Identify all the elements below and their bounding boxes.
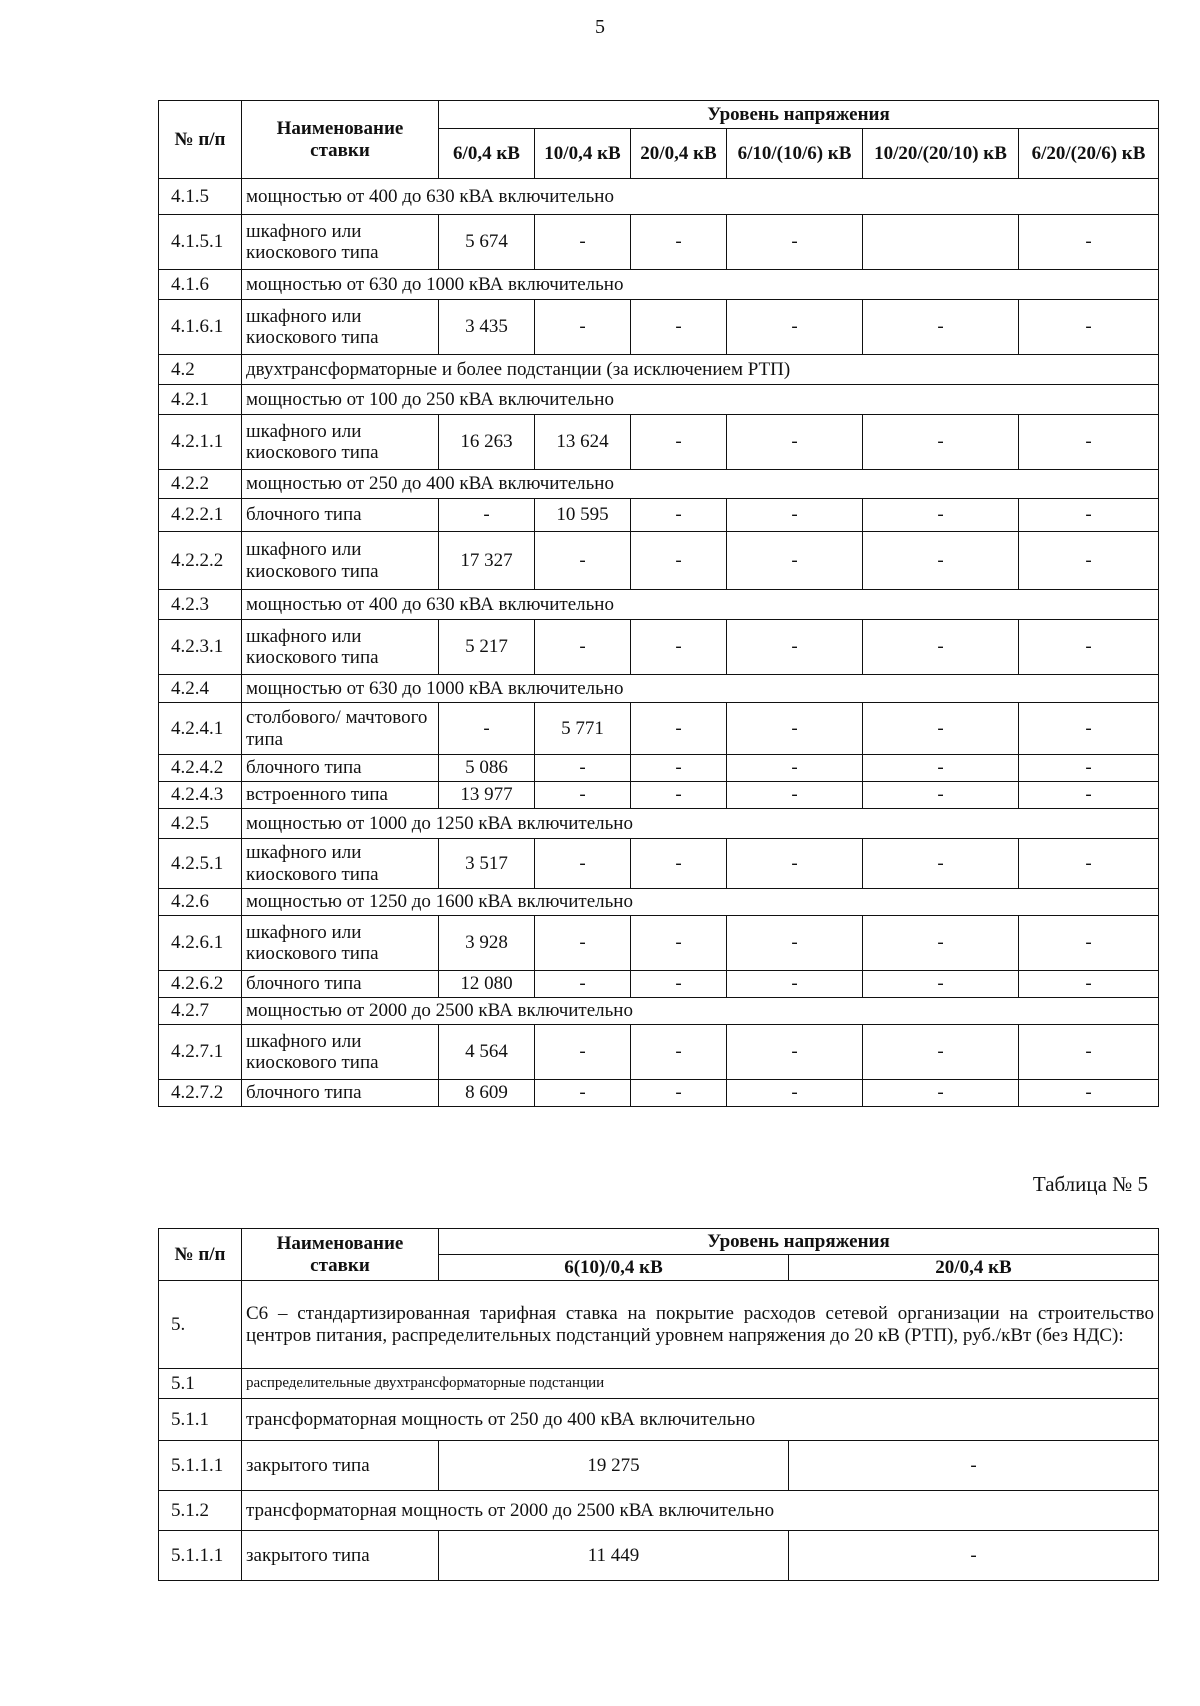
row-number: 4.1.5.1: [159, 215, 242, 270]
row-name: шкафного или киоскового типа: [242, 916, 439, 971]
table-row: [159, 470, 1159, 499]
table-row: [159, 415, 1159, 470]
row-name: закрытого типа: [242, 1441, 439, 1491]
rate-value: -: [863, 620, 1019, 675]
row-group-title: двухтрансформаторные и более подстанции (за исключением РТП): [242, 355, 1159, 385]
row-group-title: С6 – стандартизированная тарифная ставка на покрытие расходов сетевой организации на строительство центров питания, распределительных подстанций уровнем напряжения до 20 кВ (РТП), руб./кВт (без НДС):: [242, 1281, 1159, 1369]
row-group-title: мощностью от 400 до 630 кВА включительно: [242, 590, 1159, 620]
table-row: [159, 755, 1159, 782]
table-row: [159, 355, 1159, 385]
row-number: 4.2.6.2: [159, 971, 242, 998]
tariff-table-5: [158, 1228, 1159, 1581]
row-number: 4.2.1: [159, 385, 242, 415]
rate-value: -: [1019, 916, 1159, 971]
table-row: [159, 839, 1159, 889]
rate-value: -: [535, 1025, 631, 1080]
row-number: 4.2.4: [159, 675, 242, 703]
rate-value: 5 086: [439, 755, 535, 782]
rate-value: -: [631, 620, 727, 675]
header-name: Наименование ставки: [242, 101, 439, 179]
rate-value: -: [727, 1080, 863, 1107]
row-group-title: распределительные двухтрансформаторные подстанции: [242, 1369, 1159, 1399]
rate-value: -: [1019, 971, 1159, 998]
rate-value: -: [863, 755, 1019, 782]
rate-value: -: [535, 839, 631, 889]
table-row: [159, 1399, 1159, 1441]
table-row: [159, 300, 1159, 355]
rate-value: 16 263: [439, 415, 535, 470]
rate-value: 8 609: [439, 1080, 535, 1107]
rate-value: -: [631, 1080, 727, 1107]
rate-value: 12 080: [439, 971, 535, 998]
rate-value: -: [727, 1025, 863, 1080]
rate-value: -: [863, 839, 1019, 889]
rate-value: -: [535, 755, 631, 782]
header-level: 20/0,4 кВ: [631, 129, 727, 179]
row-number: 4.2.3: [159, 590, 242, 620]
rate-value: -: [727, 215, 863, 270]
header-level: 10/20/(20/10) кВ: [863, 129, 1019, 179]
rate-value: -: [631, 916, 727, 971]
rate-value: 13 624: [535, 415, 631, 470]
rate-value: 11 449: [439, 1531, 789, 1581]
rate-value: -: [631, 839, 727, 889]
rate-value: -: [1019, 703, 1159, 755]
row-group-title: мощностью от 2000 до 2500 кВА включительно: [242, 998, 1159, 1025]
row-number: 4.1.6: [159, 270, 242, 300]
rate-value: -: [535, 782, 631, 809]
table-row: [159, 385, 1159, 415]
rate-value: -: [863, 1080, 1019, 1107]
rate-value: -: [789, 1531, 1159, 1581]
rate-value: 5 217: [439, 620, 535, 675]
row-number: 4.2.4.2: [159, 755, 242, 782]
rate-value: -: [535, 215, 631, 270]
table-row: [159, 499, 1159, 532]
rate-value: [863, 215, 1019, 270]
rate-value: -: [631, 1025, 727, 1080]
row-number: 4.2.5.1: [159, 839, 242, 889]
row-name: шкафного или киоскового типа: [242, 839, 439, 889]
rate-value: -: [439, 499, 535, 532]
table-row: [159, 782, 1159, 809]
table-row: [159, 179, 1159, 215]
row-number: 4.2: [159, 355, 242, 385]
rate-value: -: [535, 300, 631, 355]
table-row: [159, 809, 1159, 839]
table-row: [159, 270, 1159, 300]
row-group-title: мощностью от 400 до 630 кВА включительно: [242, 179, 1159, 215]
rate-value: 3 435: [439, 300, 535, 355]
rate-value: -: [727, 499, 863, 532]
header-level: 10/0,4 кВ: [535, 129, 631, 179]
rate-value: 3 928: [439, 916, 535, 971]
row-number: 5.1.2: [159, 1491, 242, 1531]
rate-value: -: [1019, 1025, 1159, 1080]
table-row: [159, 1369, 1159, 1399]
row-name: шкафного или киоскового типа: [242, 300, 439, 355]
table-row: [159, 620, 1159, 675]
table-5-caption: Таблица № 5: [1032, 1172, 1148, 1196]
row-number: 4.2.1.1: [159, 415, 242, 470]
row-group-title: мощностью от 630 до 1000 кВА включительно: [242, 675, 1159, 703]
row-number: 4.2.5: [159, 809, 242, 839]
row-group-title: мощностью от 1250 до 1600 кВА включительно: [242, 889, 1159, 916]
table-row: [159, 998, 1159, 1025]
rate-value: -: [863, 971, 1019, 998]
row-name: шкафного или киоскового типа: [242, 620, 439, 675]
rate-value: 4 564: [439, 1025, 535, 1080]
rate-value: -: [1019, 1080, 1159, 1107]
rate-value: -: [863, 703, 1019, 755]
rate-value: -: [863, 1025, 1019, 1080]
rate-value: -: [727, 300, 863, 355]
rate-value: -: [631, 755, 727, 782]
row-number: 5.1.1: [159, 1399, 242, 1441]
rate-value: 5 771: [535, 703, 631, 755]
table-row: [159, 675, 1159, 703]
rate-value: -: [631, 703, 727, 755]
rate-value: -: [1019, 499, 1159, 532]
rate-value: -: [789, 1441, 1159, 1491]
rate-value: -: [727, 532, 863, 590]
table-row: [159, 971, 1159, 998]
rate-value: -: [631, 971, 727, 998]
table-row: [159, 532, 1159, 590]
rate-value: -: [1019, 620, 1159, 675]
row-name: шкафного или киоскового типа: [242, 1025, 439, 1080]
row-number: 4.2.6: [159, 889, 242, 916]
rate-value: -: [727, 782, 863, 809]
header-name: Наименование ставки: [242, 1229, 439, 1281]
table-row: [159, 215, 1159, 270]
rate-value: -: [727, 839, 863, 889]
row-number: 5.1: [159, 1369, 242, 1399]
row-number: 4.2.3.1: [159, 620, 242, 675]
table-row: [159, 590, 1159, 620]
rate-value: -: [863, 300, 1019, 355]
table-row: [159, 1025, 1159, 1080]
rate-value: -: [535, 1080, 631, 1107]
rate-value: -: [535, 971, 631, 998]
row-name: шкафного или киоскового типа: [242, 532, 439, 590]
rate-value: -: [727, 703, 863, 755]
rate-value: -: [631, 499, 727, 532]
row-number: 5.1.1.1: [159, 1441, 242, 1491]
page-number: 5: [595, 16, 605, 38]
rate-value: -: [863, 782, 1019, 809]
table-row: [159, 1080, 1159, 1107]
rate-value: -: [631, 415, 727, 470]
header-level: 6/20/(20/6) кВ: [1019, 129, 1159, 179]
rate-value: -: [863, 499, 1019, 532]
rate-value: -: [1019, 839, 1159, 889]
row-name: блочного типа: [242, 1080, 439, 1107]
rate-value: -: [863, 532, 1019, 590]
row-number: 5.1.1.1: [159, 1531, 242, 1581]
row-name: встроенного типа: [242, 782, 439, 809]
row-group-title: трансформаторная мощность от 2000 до 2500 кВА включительно: [242, 1491, 1159, 1531]
rate-value: -: [727, 971, 863, 998]
row-number: 4.2.7.2: [159, 1080, 242, 1107]
row-name: блочного типа: [242, 499, 439, 532]
row-group-title: мощностью от 100 до 250 кВА включительно: [242, 385, 1159, 415]
table-row: [159, 1281, 1159, 1369]
header-level: 20/0,4 кВ: [789, 1255, 1159, 1281]
rate-value: -: [1019, 215, 1159, 270]
row-group-title: мощностью от 250 до 400 кВА включительно: [242, 470, 1159, 499]
rate-value: -: [535, 916, 631, 971]
row-number: 4.2.6.1: [159, 916, 242, 971]
row-name: блочного типа: [242, 971, 439, 998]
row-number: 4.2.4.1: [159, 703, 242, 755]
rate-value: -: [631, 300, 727, 355]
row-number: 4.1.5: [159, 179, 242, 215]
rate-value: 17 327: [439, 532, 535, 590]
row-group-title: трансформаторная мощность от 250 до 400 кВА включительно: [242, 1399, 1159, 1441]
rate-value: -: [727, 916, 863, 971]
table-row: [159, 889, 1159, 916]
row-number: 4.2.2.2: [159, 532, 242, 590]
header-voltage-level: Уровень напряжения: [439, 1229, 1159, 1255]
header-level: 6(10)/0,4 кВ: [439, 1255, 789, 1281]
rate-value: -: [863, 916, 1019, 971]
rate-value: 3 517: [439, 839, 535, 889]
header-voltage-level: Уровень напряжения: [439, 101, 1159, 129]
rate-value: -: [439, 703, 535, 755]
header-level: 6/0,4 кВ: [439, 129, 535, 179]
row-name: закрытого типа: [242, 1531, 439, 1581]
header-level: 6/10/(10/6) кВ: [727, 129, 863, 179]
rate-value: -: [1019, 300, 1159, 355]
rate-value: -: [535, 620, 631, 675]
rate-value: -: [535, 532, 631, 590]
rate-value: -: [863, 415, 1019, 470]
row-number: 4.2.2.1: [159, 499, 242, 532]
row-name: блочного типа: [242, 755, 439, 782]
row-number: 4.1.6.1: [159, 300, 242, 355]
header-num: № п/п: [159, 101, 242, 179]
row-number: 4.2.4.3: [159, 782, 242, 809]
rate-value: -: [1019, 755, 1159, 782]
rate-value: 19 275: [439, 1441, 789, 1491]
row-number: 4.2.2: [159, 470, 242, 499]
rate-value: -: [631, 782, 727, 809]
row-name: шкафного или киоскового типа: [242, 415, 439, 470]
row-number: 4.2.7: [159, 998, 242, 1025]
header-num: № п/п: [159, 1229, 242, 1281]
rate-value: 13 977: [439, 782, 535, 809]
rate-value: -: [727, 755, 863, 782]
row-number: 5.: [159, 1281, 242, 1369]
table-row: [159, 1531, 1159, 1581]
row-name: столбового/ мачтового типа: [242, 703, 439, 755]
table-row: [159, 1491, 1159, 1531]
rate-value: 10 595: [535, 499, 631, 532]
rate-value: -: [727, 415, 863, 470]
table-row: [159, 703, 1159, 755]
tariff-table-4: [158, 100, 1159, 1107]
row-number: 4.2.7.1: [159, 1025, 242, 1080]
table-row: [159, 1441, 1159, 1491]
row-group-title: мощностью от 630 до 1000 кВА включительно: [242, 270, 1159, 300]
row-name: шкафного или киоскового типа: [242, 215, 439, 270]
rate-value: -: [631, 215, 727, 270]
rate-value: -: [631, 532, 727, 590]
rate-value: -: [1019, 532, 1159, 590]
row-group-title: мощностью от 1000 до 1250 кВА включительно: [242, 809, 1159, 839]
rate-value: 5 674: [439, 215, 535, 270]
table-row: [159, 916, 1159, 971]
rate-value: -: [1019, 782, 1159, 809]
rate-value: -: [727, 620, 863, 675]
rate-value: -: [1019, 415, 1159, 470]
